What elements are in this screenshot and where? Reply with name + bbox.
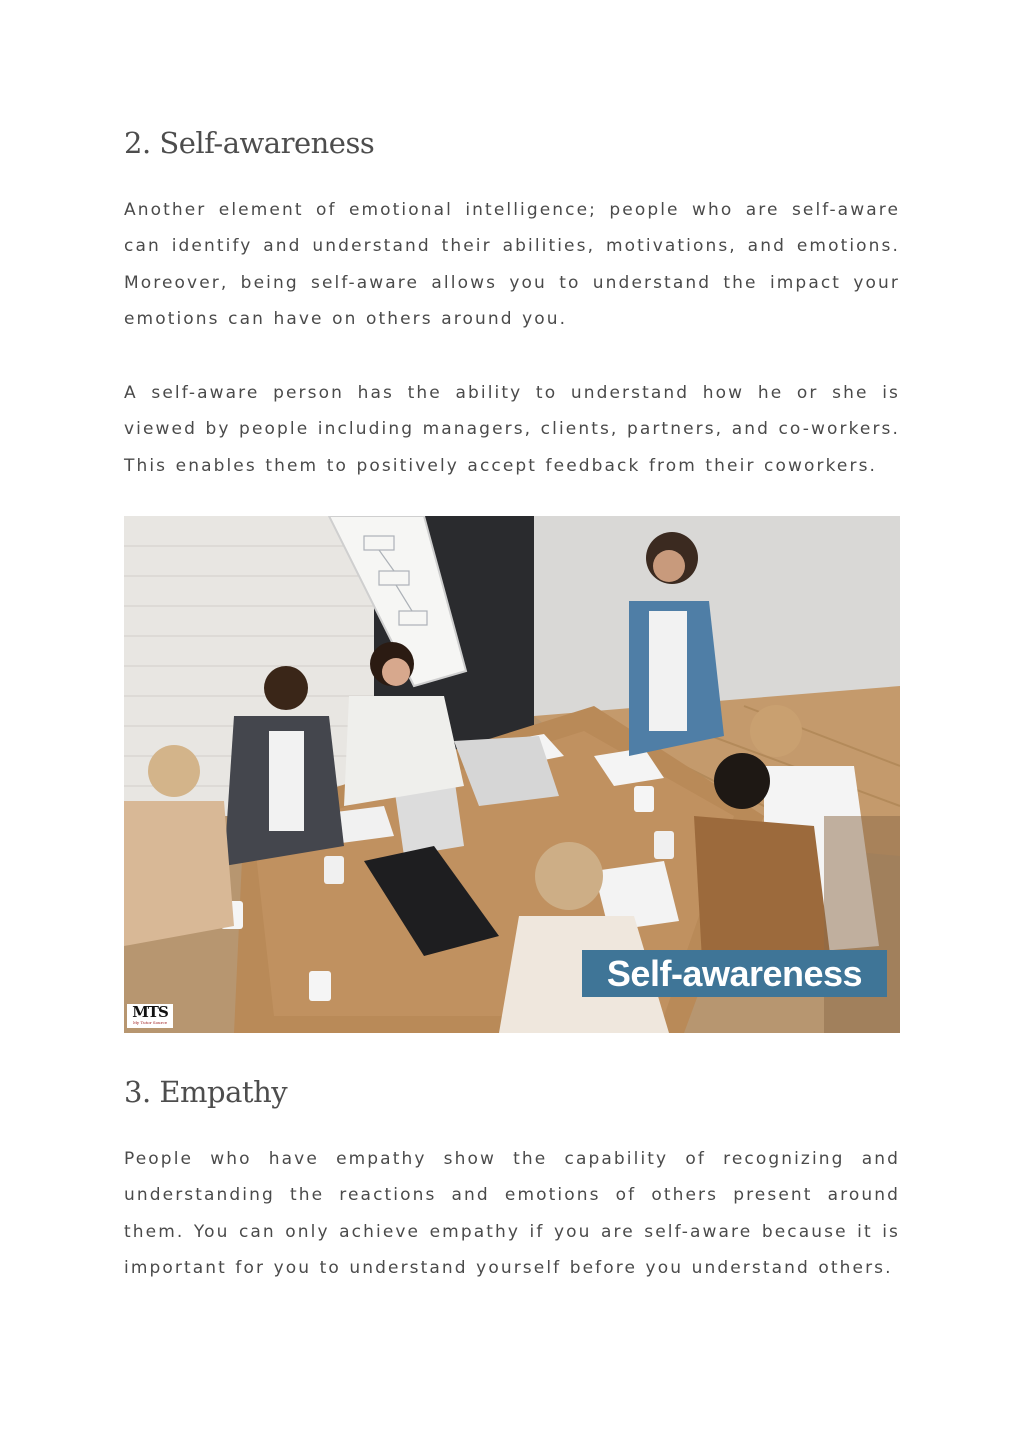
self-awareness-paragraph-2: A self-aware person has the ability to understand how he or she is viewed by people including managers, clients, partners, and co-workers. This enables them to positively accept feedback from their coworkers. (124, 383, 901, 476)
self-awareness-paragraph-1: Another element of emotional intelligence; people who are self-aware can identify and understand their abilities, motivations, and emotions. Moreover, being self-aware allows you to understand the impact your emotions can have on others around you. (124, 200, 900, 329)
logo-subtitle: My Tutor Source (132, 1020, 168, 1025)
empathy-paragraph: People who have empathy show the capability of recognizing and understanding the reactions and emotions of others present around them. You can only achieve empathy if you are self-aware because it is important for you to understand yourself before you understand others. (124, 1149, 900, 1278)
image-caption-badge: Self-awareness (582, 950, 887, 997)
logo-mark: MTS (132, 1003, 168, 1021)
section-heading-self-awareness: 2. Self-awareness (124, 126, 375, 160)
section-heading-empathy: 3. Empathy (124, 1075, 288, 1109)
meeting-photo (124, 516, 900, 1033)
brand-logo (127, 1004, 173, 1028)
